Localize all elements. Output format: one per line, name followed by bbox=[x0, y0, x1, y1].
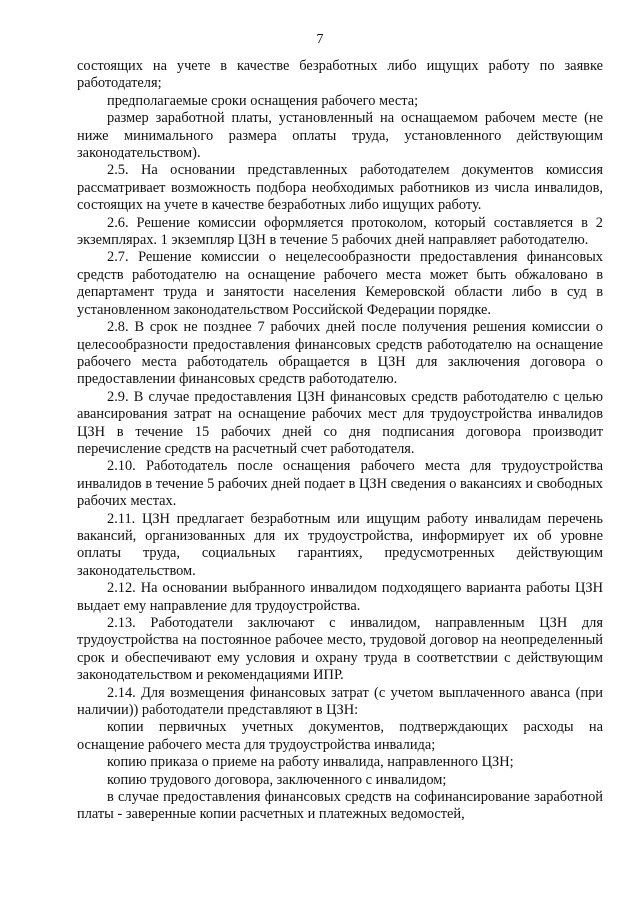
paragraph: копию трудового договора, заключенного с инвалидом; bbox=[107, 771, 447, 788]
paragraph: 2.10. Работодатель после оснащения рабочего места для трудоустройства инвалидов в течение 5 рабочих дней подает в ЦЗН сведения о вакансиях и свободных рабочих местах. bbox=[77, 458, 603, 510]
paragraph: 2.13. Работодатели заключают с инвалидом, направленным ЦЗН для трудоустройства на постоянное рабочее место, трудовой договор на неопределенный срок и обеспечивают ему условия и охрану труда в соответствии с действующим законодательством и рекомендациями ИПР. bbox=[77, 615, 603, 684]
page-number: 7 bbox=[316, 32, 324, 47]
paragraph: 2.14. Для возмещения финансовых затрат (с учетом выплаченного аванса (при наличии)) работодатели представляют в ЦЗН: bbox=[77, 684, 603, 719]
paragraph: предполагаемые сроки оснащения рабочего места; bbox=[107, 92, 419, 109]
paragraph: 2.6. Решение комиссии оформляется протоколом, который составляется в 2 экземплярах. 1 экземпляр ЦЗН в течение 5 рабочих дней направляет работодателю. bbox=[77, 214, 603, 249]
paragraph: 2.9. В случае предоставления ЦЗН финансовых средств работодателю с целью авансирования затрат на оснащение рабочих мест для трудоустройства инвалидов ЦЗН в течение 15 рабочих дней со дня подписания договора производит перечисление средств на расчетный счет работодателя. bbox=[77, 388, 603, 457]
paragraph: в случае предоставления финансовых средств на софинансирование заработной платы - заверенные копии расчетных и платежных ведомостей, bbox=[77, 789, 603, 823]
paragraph: копию приказа о приеме на работу инвалида, направленного ЦЗН; bbox=[107, 754, 514, 771]
paragraph: копии первичных учетных документов, подтверждающих расходы на оснащение рабочего места для трудоустройства инвалида; bbox=[77, 719, 603, 753]
paragraph: 2.8. В срок не позднее 7 рабочих дней после получения решения комиссии о целесообразности предоставления финансовых средств работодателю на оснащение рабочего места работодатель обращается в ЦЗН для заключения договора о предоставлении финансовых средств работодателю. bbox=[77, 319, 603, 388]
document-body bbox=[77, 58, 603, 824]
paragraph: 2.7. Решение комиссии о нецелесообразности предоставления финансовых средств работодателю на оснащение рабочего места может быть обжаловано в департамент труда и занятости населения Кемеровской области либо в суд в установленном законодательством Российской Федерации порядке. bbox=[77, 249, 603, 318]
paragraph: состоящих на учете в качестве безработных либо ищущих работу по заявке работодателя; bbox=[77, 58, 603, 92]
paragraph: 2.12. На основании выбранного инвалидом подходящего варианта работы ЦЗН выдает ему направление для трудоустройства. bbox=[77, 580, 603, 614]
paragraph: размер заработной платы, установленный на оснащаемом рабочем месте (не ниже минимального размера оплаты труда, установленного действующим законодательством). bbox=[77, 110, 603, 162]
paragraph: 2.11. ЦЗН предлагает безработным или ищущим работу инвалидам перечень вакансий, организованных для их трудоустройства, информирует их об уровне оплаты труда, социальных гарантиях, предусмотренных действующим законодательством. bbox=[77, 510, 603, 579]
paragraph: 2.5. На основании представленных работодателем документов комиссия рассматривает возможность подбора необходимых работников из числа инвалидов, состоящих на учете в качестве безработных либо ищущих работу. bbox=[77, 162, 603, 214]
